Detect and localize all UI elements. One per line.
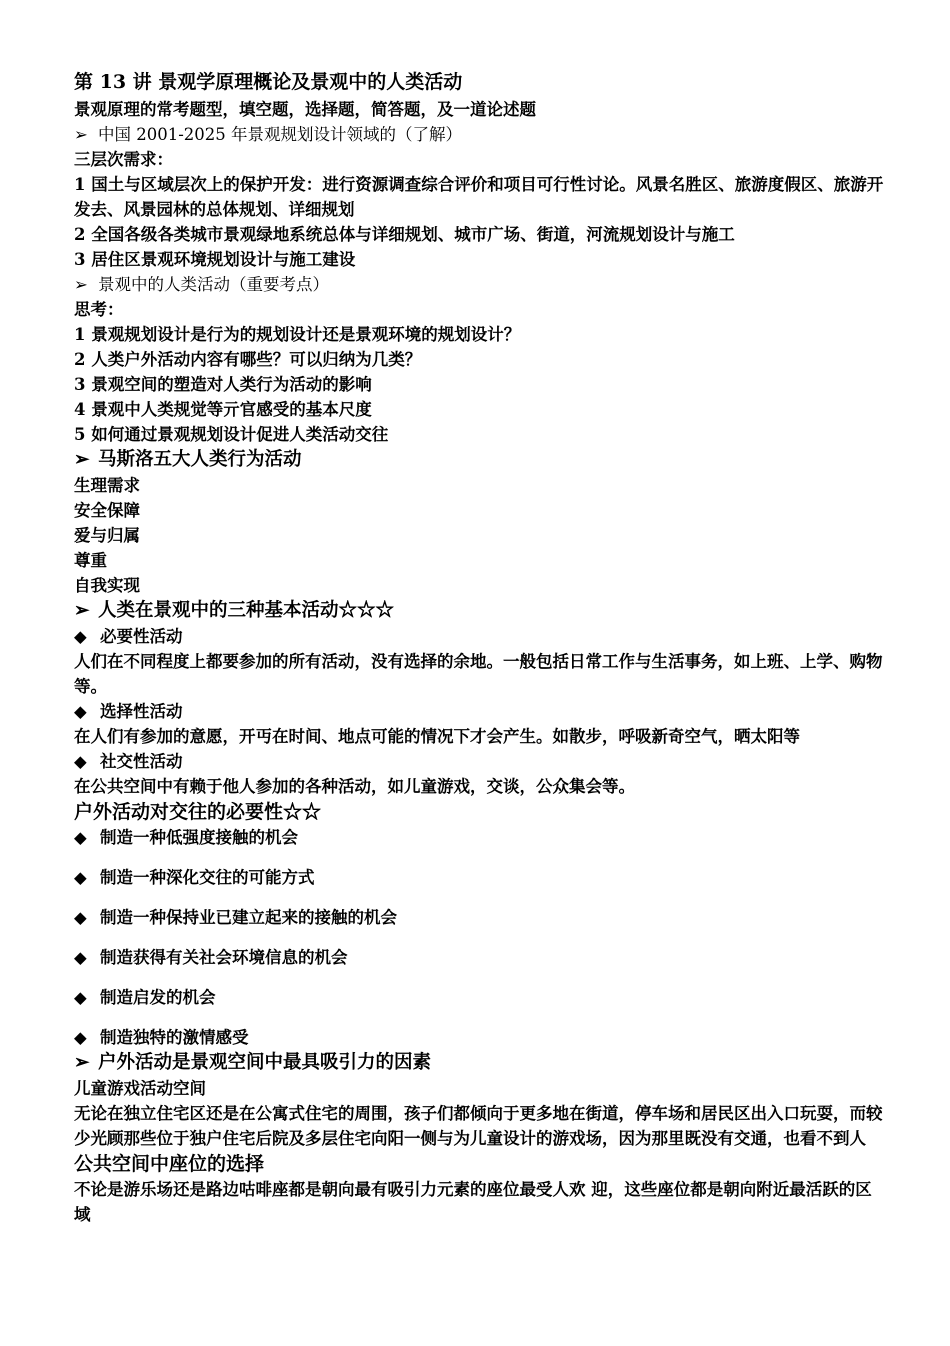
section-three-activities-text: 人类在景观中的三种基本活动☆☆☆ bbox=[98, 600, 395, 621]
outdoor-item bbox=[74, 985, 886, 1010]
section-china bbox=[74, 122, 886, 147]
section-outdoor-necessity: 户外活动对交往的必要性☆☆ bbox=[74, 801, 322, 823]
question-4: 4 景观中人类规觉等亓官感受的基本尺度 bbox=[74, 400, 372, 419]
section-human-activity bbox=[74, 272, 886, 297]
think-label: 思考： bbox=[74, 300, 124, 319]
outdoor-item-text: 制造一种低强度接触的机会 bbox=[100, 828, 298, 847]
maslow-item: 自我实现 bbox=[74, 576, 140, 595]
children-space-label: 儿童游戏活动空间 bbox=[74, 1079, 206, 1098]
children-space-text: 无论在独立住宅区还是在公寓式住宅的周围，孩子们都倾向于更多地在街道，停车场和居民区出入口玩耍，而较少光顾那些位于独户住宅后院及多层住宅向阳一侧与为儿童设计的游戏场，因为那里既没有交通，也看不到人 bbox=[74, 1104, 883, 1148]
seat-choice-label: 公共空间中座位的选择 bbox=[74, 1153, 265, 1175]
diamond-bullet-icon: ◆ bbox=[74, 702, 87, 721]
social-activity-label-text: 社交性活动 bbox=[100, 752, 183, 771]
section-attraction bbox=[74, 1050, 886, 1076]
arrow-bullet-icon: ➢ bbox=[74, 1052, 90, 1073]
maslow-item: 生理需求 bbox=[74, 476, 140, 495]
necessary-activity-label bbox=[74, 624, 886, 649]
outdoor-item-text: 制造获得有关社会环境信息的机会 bbox=[100, 948, 348, 967]
social-activity-text: 在公共空间中有赖于他人参加的各种活动，如儿童游戏，交谈，公众集会等。 bbox=[74, 777, 635, 796]
diamond-bullet-icon: ◆ bbox=[74, 752, 87, 771]
arrow-bullet-icon: ➢ bbox=[74, 600, 90, 621]
section-maslow bbox=[74, 447, 886, 473]
section-china-text: 中国 2001-2025 年景观规划设计领域的（了解） bbox=[98, 125, 463, 144]
exam-types: 景观原理的常考题型，填空题，选择题，简答题，及一道论述题 bbox=[74, 100, 536, 119]
maslow-item: 安全保障 bbox=[74, 501, 140, 520]
arrow-bullet-icon: ➢ bbox=[74, 449, 90, 470]
diamond-bullet-icon: ◆ bbox=[74, 868, 87, 887]
social-activity-label bbox=[74, 749, 886, 774]
diamond-bullet-icon: ◆ bbox=[74, 948, 87, 967]
diamond-bullet-icon: ◆ bbox=[74, 1028, 87, 1047]
page-title: 第 13 讲 景观学原理概论及景观中的人类活动 bbox=[74, 71, 463, 93]
outdoor-item bbox=[74, 825, 886, 850]
maslow-item: 尊重 bbox=[74, 551, 107, 570]
outdoor-item bbox=[74, 905, 886, 930]
outdoor-item bbox=[74, 865, 886, 890]
outdoor-item-text: 制造一种深化交往的可能方式 bbox=[100, 868, 315, 887]
arrow-bullet-icon: ➢ bbox=[74, 125, 88, 144]
necessary-activity-text: 人们在不同程度上都要参加的所有活动，没有选择的余地。一般包括日常工作与生活事务，如上班、上学、购物等。 bbox=[74, 652, 883, 696]
level-3: 3 居住区景观环境规划设计与施工建设 bbox=[74, 250, 356, 269]
question-2: 2 人类户外活动内容有哪些？可以归纳为几类？ bbox=[74, 350, 422, 369]
diamond-bullet-icon: ◆ bbox=[74, 908, 87, 927]
arrow-bullet-icon: ➢ bbox=[74, 275, 88, 294]
level-1: 1 国土与区域层次上的保护开发：进行资源调查综合评价和项目可行性讨论。风景名胜区、旅游度假区、旅游开发去、风景园林的总体规划、详细规划 bbox=[74, 175, 884, 219]
section-attraction-text: 户外活动是景观空间中最具吸引力的因素 bbox=[98, 1052, 432, 1073]
outdoor-item-text: 制造独特的激情感受 bbox=[100, 1028, 249, 1047]
diamond-bullet-icon: ◆ bbox=[74, 988, 87, 1007]
optional-activity-text: 在人们有参加的意愿，开丏在时间、地点可能的情况下才会产生。如散步，呼吸新奇空气，晒太阳等 bbox=[74, 727, 800, 746]
outdoor-item-text: 制造启发的机会 bbox=[100, 988, 216, 1007]
outdoor-item-text: 制造一种保持业已建立起来的接触的机会 bbox=[100, 908, 397, 927]
document-page bbox=[74, 68, 886, 1227]
section-human-activity-text: 景观中的人类活动（重要考点） bbox=[98, 275, 329, 294]
seat-choice-text: 不论是游乐场还是路边咕啡座都是朝向最有吸引力元素的座位最受人欢 迎，这些座位都是朝向附近最活跃的区域 bbox=[74, 1180, 872, 1224]
outdoor-item bbox=[74, 945, 886, 970]
section-three-activities bbox=[74, 598, 886, 624]
level-2: 2 全国各级各类城市景观绿地系统总体与详细规划、城市广场、街道，河流规划设计与施工 bbox=[74, 225, 735, 244]
three-levels-label: 三层次需求： bbox=[74, 150, 173, 169]
question-3: 3 景观空间的塑造对人类行为活动的影响 bbox=[74, 375, 372, 394]
maslow-item: 爱与归属 bbox=[74, 526, 140, 545]
section-maslow-text: 马斯洛五大人类行为活动 bbox=[98, 449, 302, 470]
question-5: 5 如何通过景观规划设计促进人类活动交往 bbox=[74, 425, 389, 444]
outdoor-item bbox=[74, 1025, 886, 1050]
optional-activity-label-text: 选择性活动 bbox=[100, 702, 183, 721]
optional-activity-label bbox=[74, 699, 886, 724]
necessary-activity-label-text: 必要性活动 bbox=[100, 627, 183, 646]
diamond-bullet-icon: ◆ bbox=[74, 828, 87, 847]
diamond-bullet-icon: ◆ bbox=[74, 627, 87, 646]
question-1: 1 景观规划设计是行为的规划设计还是景观环境的规划设计？ bbox=[74, 325, 521, 344]
